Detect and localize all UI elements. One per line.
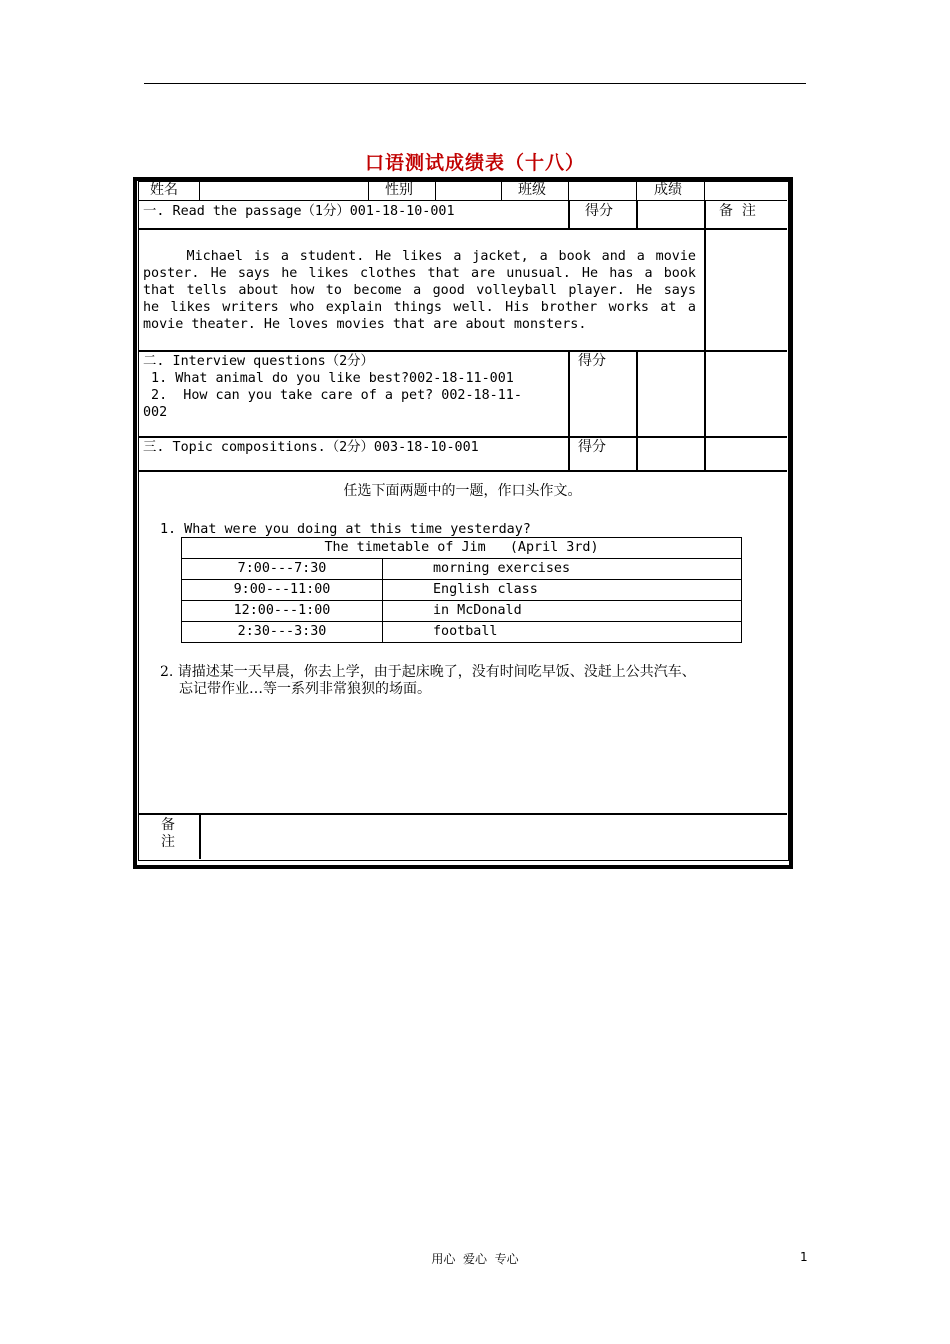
timetable-time: 7:00---7:30 bbox=[182, 559, 383, 580]
column-divider bbox=[636, 200, 638, 228]
column-divider bbox=[568, 181, 569, 200]
composition-instruction: 任选下面两题中的一题，作口头作文。 bbox=[343, 483, 582, 499]
column-divider bbox=[704, 200, 706, 228]
gender-label: 性别 bbox=[385, 182, 413, 198]
table-row bbox=[182, 538, 742, 559]
column-divider bbox=[704, 228, 706, 350]
timetable-caption: The timetable of Jim (April 3rd) bbox=[182, 538, 742, 559]
column-divider bbox=[501, 181, 502, 200]
interview-question-1: 1. What animal do you like best?002-18-11-001 bbox=[143, 371, 514, 386]
remark-label: 备 注 bbox=[719, 203, 756, 219]
column-divider bbox=[704, 181, 705, 200]
row-divider bbox=[138, 813, 787, 815]
row-divider bbox=[138, 470, 787, 472]
timetable bbox=[181, 537, 742, 643]
score-label: 成绩 bbox=[654, 182, 682, 198]
reading-passage bbox=[143, 248, 696, 333]
row-divider bbox=[138, 436, 787, 438]
page-number: 1 bbox=[800, 1250, 808, 1264]
page-footer: 用心 爱心 专心 bbox=[431, 1252, 519, 1266]
timetable-activity: morning exercises bbox=[383, 559, 742, 580]
column-divider bbox=[568, 436, 570, 470]
column-divider bbox=[636, 350, 638, 436]
section2-heading: 二. Interview questions（2分） bbox=[143, 354, 374, 369]
passage-line: movie theater. He loves movies that are about monsters. bbox=[143, 317, 587, 332]
column-divider bbox=[568, 200, 570, 228]
passage-line: Michael is a student. He likes a jacket, a book and a movie bbox=[143, 249, 696, 264]
remarks-label-1: 备 bbox=[161, 817, 175, 833]
timetable-activity: football bbox=[383, 622, 742, 643]
column-divider bbox=[435, 181, 436, 200]
timetable-activity: in McDonald bbox=[383, 601, 742, 622]
page-title: 口语测试成绩表（十八） bbox=[364, 152, 585, 174]
section1-heading: 一. Read the passage（1分）001-18-10-001 bbox=[143, 204, 455, 219]
column-divider bbox=[568, 350, 570, 436]
row-divider bbox=[138, 228, 787, 230]
timetable-time: 12:00---1:00 bbox=[182, 601, 383, 622]
timetable-time: 9:00---11:00 bbox=[182, 580, 383, 601]
column-divider bbox=[199, 813, 201, 859]
name-label: 姓名 bbox=[150, 182, 178, 198]
composition-topic-1: 1. What were you doing at this time yesterday? bbox=[160, 522, 531, 537]
class-label: 班级 bbox=[518, 182, 546, 198]
row-divider bbox=[138, 200, 787, 201]
interview-question-2-cont: 002 bbox=[143, 405, 168, 420]
table-row bbox=[182, 601, 742, 622]
section2-score-label: 得分 bbox=[578, 353, 606, 369]
header-rule bbox=[144, 83, 806, 84]
interview-question-2: 2. How can you take care of a pet? 002-18-11- bbox=[143, 388, 522, 403]
composition-topic-2-line1: 2. 请描述某一天早晨，你去上学，由于起床晚了，没有时间吃早饭、没赶上公共汽车、 bbox=[160, 664, 696, 680]
column-divider bbox=[636, 436, 638, 470]
column-divider bbox=[636, 181, 637, 200]
table-row bbox=[182, 559, 742, 580]
passage-line: poster. He says he likes clothes that are unusual. He has a book bbox=[143, 266, 696, 281]
timetable-activity: English class bbox=[383, 580, 742, 601]
remarks-label-2: 注 bbox=[161, 834, 175, 850]
table-row bbox=[182, 580, 742, 601]
section3-score-label: 得分 bbox=[578, 439, 606, 455]
passage-line: he likes writers who explain things well. His brother works at a bbox=[143, 300, 696, 315]
column-divider bbox=[704, 436, 706, 470]
section3-heading: 三. Topic compositions.（2分）003-18-10-001 bbox=[143, 440, 479, 455]
composition-topic-2-line2: 忘记带作业…等一系列非常狼狈的场面。 bbox=[179, 681, 431, 697]
section1-score-label: 得分 bbox=[585, 203, 613, 219]
passage-line: that tells about how to become a good volleyball player. He says bbox=[143, 283, 696, 298]
column-divider bbox=[368, 181, 369, 200]
row-divider bbox=[138, 350, 787, 352]
column-divider bbox=[704, 350, 706, 436]
timetable-time: 2:30---3:30 bbox=[182, 622, 383, 643]
column-divider bbox=[199, 181, 200, 200]
table-row bbox=[182, 622, 742, 643]
